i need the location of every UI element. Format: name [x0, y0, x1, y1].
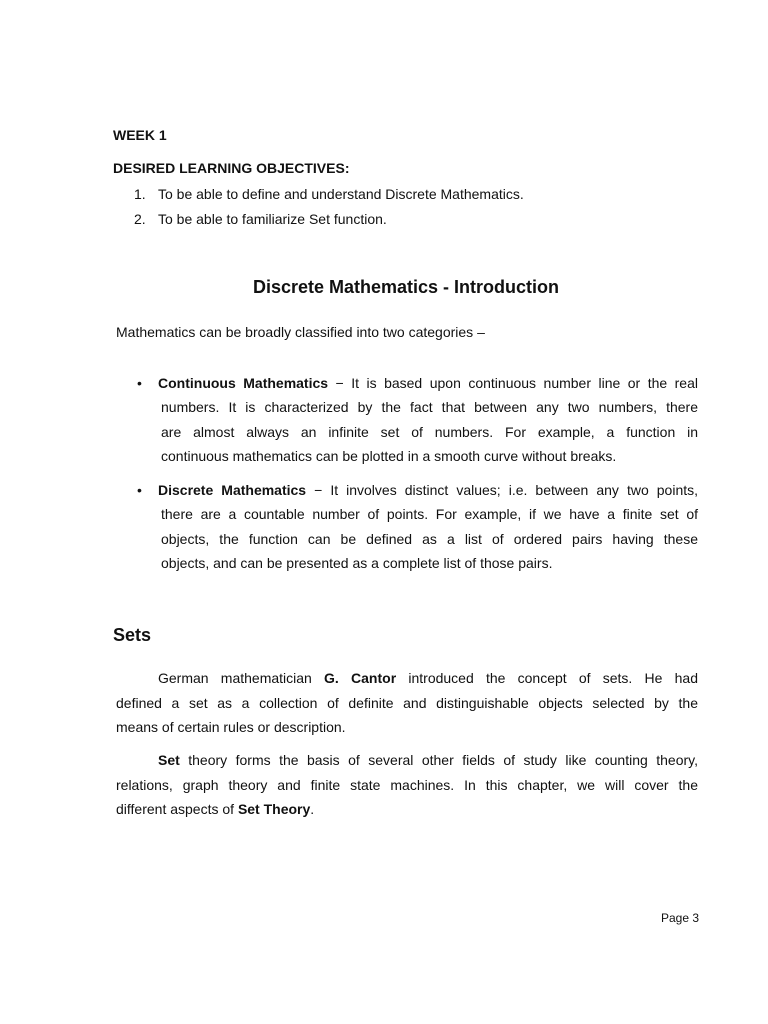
objective-item: [134, 186, 524, 202]
bullet-separator: −: [306, 482, 331, 498]
section-heading-discrete-math: Discrete Mathematics - Introduction: [252, 277, 560, 297]
bullet-line: are almost always an infinite set of numbers. For example, a function in: [161, 424, 698, 440]
set-term: Set: [158, 752, 180, 768]
intro-paragraph: Mathematics can be broadly classified into two categories –: [116, 324, 485, 340]
cantor-name: G. Cantor: [324, 670, 397, 686]
paragraph-line: [158, 670, 698, 686]
paragraph-text: different aspects of: [116, 801, 238, 817]
bullet-text: It is based upon continuous number line or the real: [351, 375, 698, 391]
bullet-line: there are a countable number of points. For example, if we have a finite set of: [161, 506, 698, 522]
paragraph-line: defined a set as a collection of definite and distinguishable objects selected by the: [116, 695, 698, 711]
objective-number: 1.: [134, 186, 146, 202]
section-heading-sets: Sets: [113, 625, 152, 645]
paragraph-line: [116, 801, 698, 817]
objectives-title: DESIRED LEARNING OBJECTIVES:: [113, 160, 350, 176]
bullet-separator: −: [328, 375, 352, 391]
bullet-term: Discrete Mathematics: [158, 482, 307, 498]
objective-number: 2.: [134, 211, 146, 227]
bullet-line: objects, the function can be defined as a list of ordered pairs having these: [161, 531, 698, 547]
bullet-term: Continuous Mathematics: [158, 375, 329, 391]
bullet-line: objects, and can be presented as a complete list of those pairs.: [161, 555, 553, 571]
paragraph-text: theory forms the basis of several other fields of study like counting theory,: [179, 752, 698, 768]
bullet-dot: •: [137, 375, 142, 391]
paragraph-text: German mathematician: [158, 670, 325, 686]
page-number: Page 3: [661, 911, 700, 925]
bullet-line: [158, 375, 698, 391]
objective-text: To be able to define and understand Discrete Mathematics.: [158, 186, 524, 202]
paragraph-text: .: [310, 801, 315, 817]
objective-item: [134, 211, 387, 227]
paragraph-line: means of certain rules or description.: [116, 719, 346, 735]
bullet-dot: •: [137, 482, 142, 498]
bullet-line: continuous mathematics can be plotted in a smooth curve without breaks.: [161, 448, 617, 464]
week-label: WEEK 1: [113, 127, 167, 143]
bullet-line: [158, 482, 698, 498]
set-theory-term: Set Theory: [237, 801, 311, 817]
paragraph-line: [158, 752, 698, 768]
objective-text: To be able to familiarize Set function.: [158, 211, 387, 227]
paragraph-text: introduced the concept of sets. He had: [396, 670, 698, 686]
bullet-line: numbers. It is characterized by the fact that between any two numbers, there: [161, 399, 698, 415]
bullet-text: It involves distinct values; i.e. between any two points,: [330, 482, 699, 498]
paragraph-line: relations, graph theory and finite state machines. In this chapter, we will cover the: [116, 777, 698, 793]
